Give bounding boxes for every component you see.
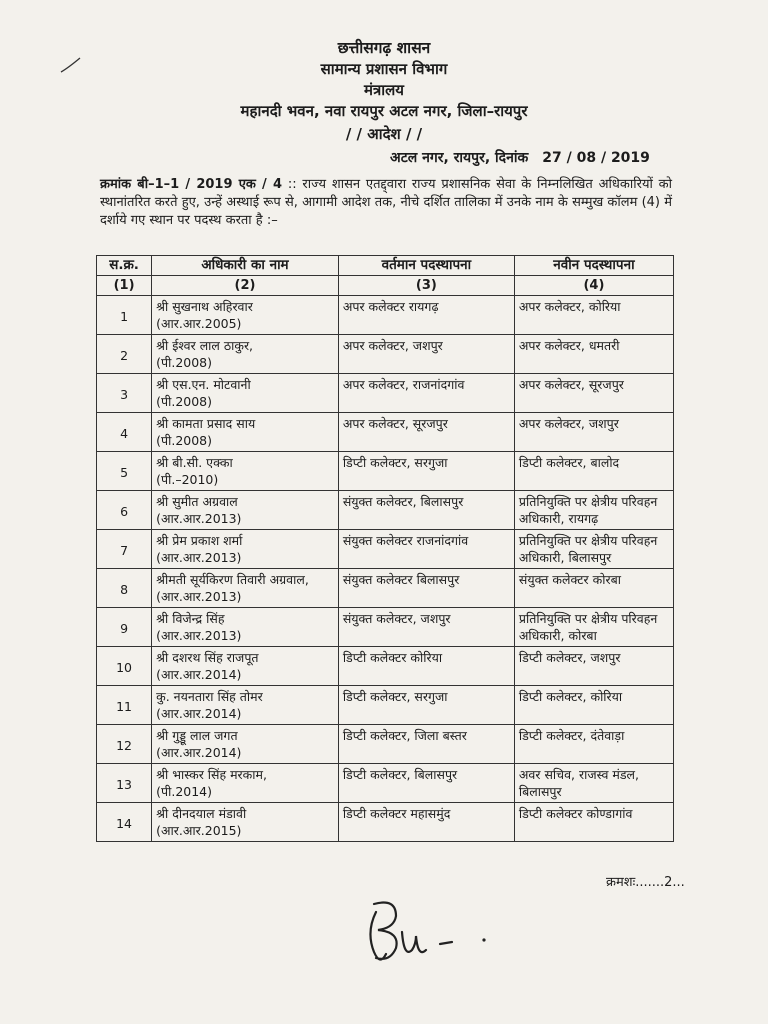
current-posting: डिप्टी कलेक्टर, बिलासपुर — [338, 764, 514, 803]
current-posting: अपर कलेक्टर, जशपुर — [338, 335, 514, 374]
current-posting: अपर कलेक्टर रायगढ़ — [338, 296, 514, 335]
table-row — [97, 296, 674, 335]
serial-number: 7 — [97, 530, 152, 569]
new-posting: अपर कलेक्टर, धमतरी — [514, 335, 673, 374]
officer-batch: (आर.आर.2014) — [156, 667, 242, 682]
officer-cell — [152, 725, 339, 764]
officer-name: श्री भास्कर सिंह मरकाम, — [156, 767, 267, 782]
order-title: / / आदेश / / — [345, 125, 423, 143]
new-posting: प्रतिनियुक्ति पर क्षेत्रीय परिवहन अधिकारी, कोरबा — [514, 608, 673, 647]
officer-batch: (आर.आर.2013) — [156, 589, 242, 604]
officer-batch: (पी.–2010) — [156, 472, 219, 487]
officer-name: श्री बी.सी. एक्का — [156, 455, 233, 470]
new-posting: अवर सचिव, राजस्व मंडल, बिलासपुर — [514, 764, 673, 803]
serial-number: 2 — [97, 335, 152, 374]
new-posting: संयुक्त कलेक्टर कोरबा — [514, 569, 673, 608]
current-posting: अपर कलेक्टर, सूरजपुर — [338, 413, 514, 452]
new-posting: डिप्टी कलेक्टर, कोरिया — [514, 686, 673, 725]
office-address: महानदी भवन, नवा रायपुर अटल नगर, जिला–रायपुर — [240, 102, 528, 120]
officer-name: कु. नयनतारा सिंह तोमर — [156, 689, 263, 704]
serial-number: 4 — [97, 413, 152, 452]
table-row — [97, 686, 674, 725]
column-number: (3) — [338, 276, 514, 296]
header-new-posting: नवीन पदस्थापना — [514, 256, 673, 276]
transfer-table — [96, 255, 674, 842]
serial-number: 3 — [97, 374, 152, 413]
table-row — [97, 491, 674, 530]
officer-batch: (पी.2014) — [156, 784, 213, 799]
officer-name: श्री ईश्वर लाल ठाकुर, — [156, 338, 254, 353]
current-posting: डिप्टी कलेक्टर कोरिया — [338, 647, 514, 686]
serial-number: 13 — [97, 764, 152, 803]
officer-name: श्री सुखनाथ अहिरवार — [156, 299, 253, 314]
officer-batch: (आर.आर.2014) — [156, 706, 242, 721]
officer-name: श्री दशरथ सिंह राजपूत — [156, 650, 259, 665]
officer-batch: (पी.2008) — [156, 355, 213, 370]
table-row — [97, 374, 674, 413]
officer-cell — [152, 335, 339, 374]
officer-batch: (आर.आर.2005) — [156, 316, 242, 331]
current-posting: डिप्टी कलेक्टर, जिला बस्तर — [338, 725, 514, 764]
place-date-line — [390, 148, 650, 167]
serial-number: 9 — [97, 608, 152, 647]
new-posting: प्रतिनियुक्ति पर क्षेत्रीय परिवहन अधिकारी, बिलासपुर — [514, 530, 673, 569]
table-row — [97, 530, 674, 569]
current-posting: डिप्टी कलेक्टर महासमुंद — [338, 803, 514, 842]
department-name: सामान्य प्रशासन विभाग — [320, 60, 448, 78]
officer-cell — [152, 608, 339, 647]
new-posting: अपर कलेक्टर, जशपुर — [514, 413, 673, 452]
serial-number: 5 — [97, 452, 152, 491]
new-posting: प्रतिनियुक्ति पर क्षेत्रीय परिवहन अधिकारी, रायगढ़ — [514, 491, 673, 530]
officer-cell — [152, 413, 339, 452]
header-serial: स.क्र. — [97, 256, 152, 276]
serial-number: 12 — [97, 725, 152, 764]
header-officer-name: अधिकारी का नाम — [152, 256, 339, 276]
government-name: छत्तीसगढ़ शासन — [337, 39, 431, 57]
officer-batch: (आर.आर.2013) — [156, 628, 242, 643]
table-row — [97, 413, 674, 452]
current-posting: संयुक्त कलेक्टर राजनांदगांव — [338, 530, 514, 569]
office-name: मंत्रालय — [363, 81, 404, 99]
new-posting: डिप्टी कलेक्टर, दंतेवाड़ा — [514, 725, 673, 764]
table-row — [97, 452, 674, 491]
officer-cell — [152, 569, 339, 608]
officer-cell — [152, 686, 339, 725]
officer-name: श्री एस.एन. मोटवानी — [156, 377, 251, 392]
serial-number: 6 — [97, 491, 152, 530]
new-posting: डिप्टी कलेक्टर, जशपुर — [514, 647, 673, 686]
officer-batch: (पी.2008) — [156, 394, 213, 409]
current-posting: डिप्टी कलेक्टर, सरगुजा — [338, 686, 514, 725]
officer-cell — [152, 491, 339, 530]
current-posting: संयुक्त कलेक्टर बिलासपुर — [338, 569, 514, 608]
header-current-posting: वर्तमान पदस्थापना — [338, 256, 514, 276]
place-label: अटल नगर, रायपुर, दिनांक — [390, 150, 529, 166]
table-row — [97, 569, 674, 608]
serial-number: 11 — [97, 686, 152, 725]
new-posting: अपर कलेक्टर, सूरजपुर — [514, 374, 673, 413]
table-row — [97, 803, 674, 842]
officer-batch: (पी.2008) — [156, 433, 213, 448]
current-posting: संयुक्त कलेक्टर, जशपुर — [338, 608, 514, 647]
officer-name: श्री दीनदयाल मंडावी — [156, 806, 247, 821]
table-row — [97, 335, 674, 374]
column-number: (2) — [152, 276, 339, 296]
table-header-row — [97, 256, 674, 276]
serial-number: 1 — [97, 296, 152, 335]
officer-cell — [152, 803, 339, 842]
order-date: 27 / 08 / 2019 — [542, 150, 650, 166]
officer-batch: (आर.आर.2014) — [156, 745, 242, 760]
current-posting: संयुक्त कलेक्टर, बिलासपुर — [338, 491, 514, 530]
officer-cell — [152, 530, 339, 569]
officer-name: श्री विजेन्द्र सिंह — [156, 611, 225, 626]
column-number: (1) — [97, 276, 152, 296]
officer-cell — [152, 374, 339, 413]
table-row — [97, 608, 674, 647]
officer-cell — [152, 647, 339, 686]
officer-batch: (आर.आर.2015) — [156, 823, 242, 838]
order-reference: क्रमांक बी–1–1 / 2019 एक / 4 — [100, 177, 283, 192]
order-intro — [100, 176, 672, 230]
officer-batch: (आर.आर.2013) — [156, 550, 242, 565]
officer-cell — [152, 452, 339, 491]
serial-number: 14 — [97, 803, 152, 842]
page-continuation: क्रमशः.......2... — [606, 875, 685, 890]
signature — [356, 892, 496, 972]
table-row — [97, 764, 674, 803]
table-row — [97, 725, 674, 764]
order-intro-text: :: राज्य शासन एतद्द्वारा राज्य प्रशासनिक सेवा के निम्नलिखित अधिकारियों को स्थानांतरित करते हुए, उन्हें अस्थाई रूप से, आगामी आदेश तक, नीचे दर्शित तालिका में उनके नाम के सम्मुख कॉलम (4) में दर्शाये गए स्थान पर पदस्थ करता है :– — [100, 177, 672, 228]
new-posting: अपर कलेक्टर, कोरिया — [514, 296, 673, 335]
officer-cell — [152, 764, 339, 803]
new-posting: डिप्टी कलेक्टर, बालोद — [514, 452, 673, 491]
column-number: (4) — [514, 276, 673, 296]
serial-number: 8 — [97, 569, 152, 608]
current-posting: अपर कलेक्टर, राजनांदगांव — [338, 374, 514, 413]
officer-name: श्री सुमीत अग्रवाल — [156, 494, 238, 509]
table-row — [97, 647, 674, 686]
officer-name: श्रीमती सूर्यकिरण तिवारी अग्रवाल, — [156, 572, 309, 587]
officer-batch: (आर.आर.2013) — [156, 511, 242, 526]
current-posting: डिप्टी कलेक्टर, सरगुजा — [338, 452, 514, 491]
new-posting: डिप्टी कलेक्टर कोण्डागांव — [514, 803, 673, 842]
letterhead — [0, 38, 768, 122]
officer-name: श्री गुड्डू लाल जगत — [156, 728, 238, 743]
officer-name: श्री प्रेम प्रकाश शर्मा — [156, 533, 243, 548]
officer-name: श्री कामता प्रसाद साय — [156, 416, 256, 431]
column-number-row — [97, 276, 674, 296]
officer-cell — [152, 296, 339, 335]
serial-number: 10 — [97, 647, 152, 686]
